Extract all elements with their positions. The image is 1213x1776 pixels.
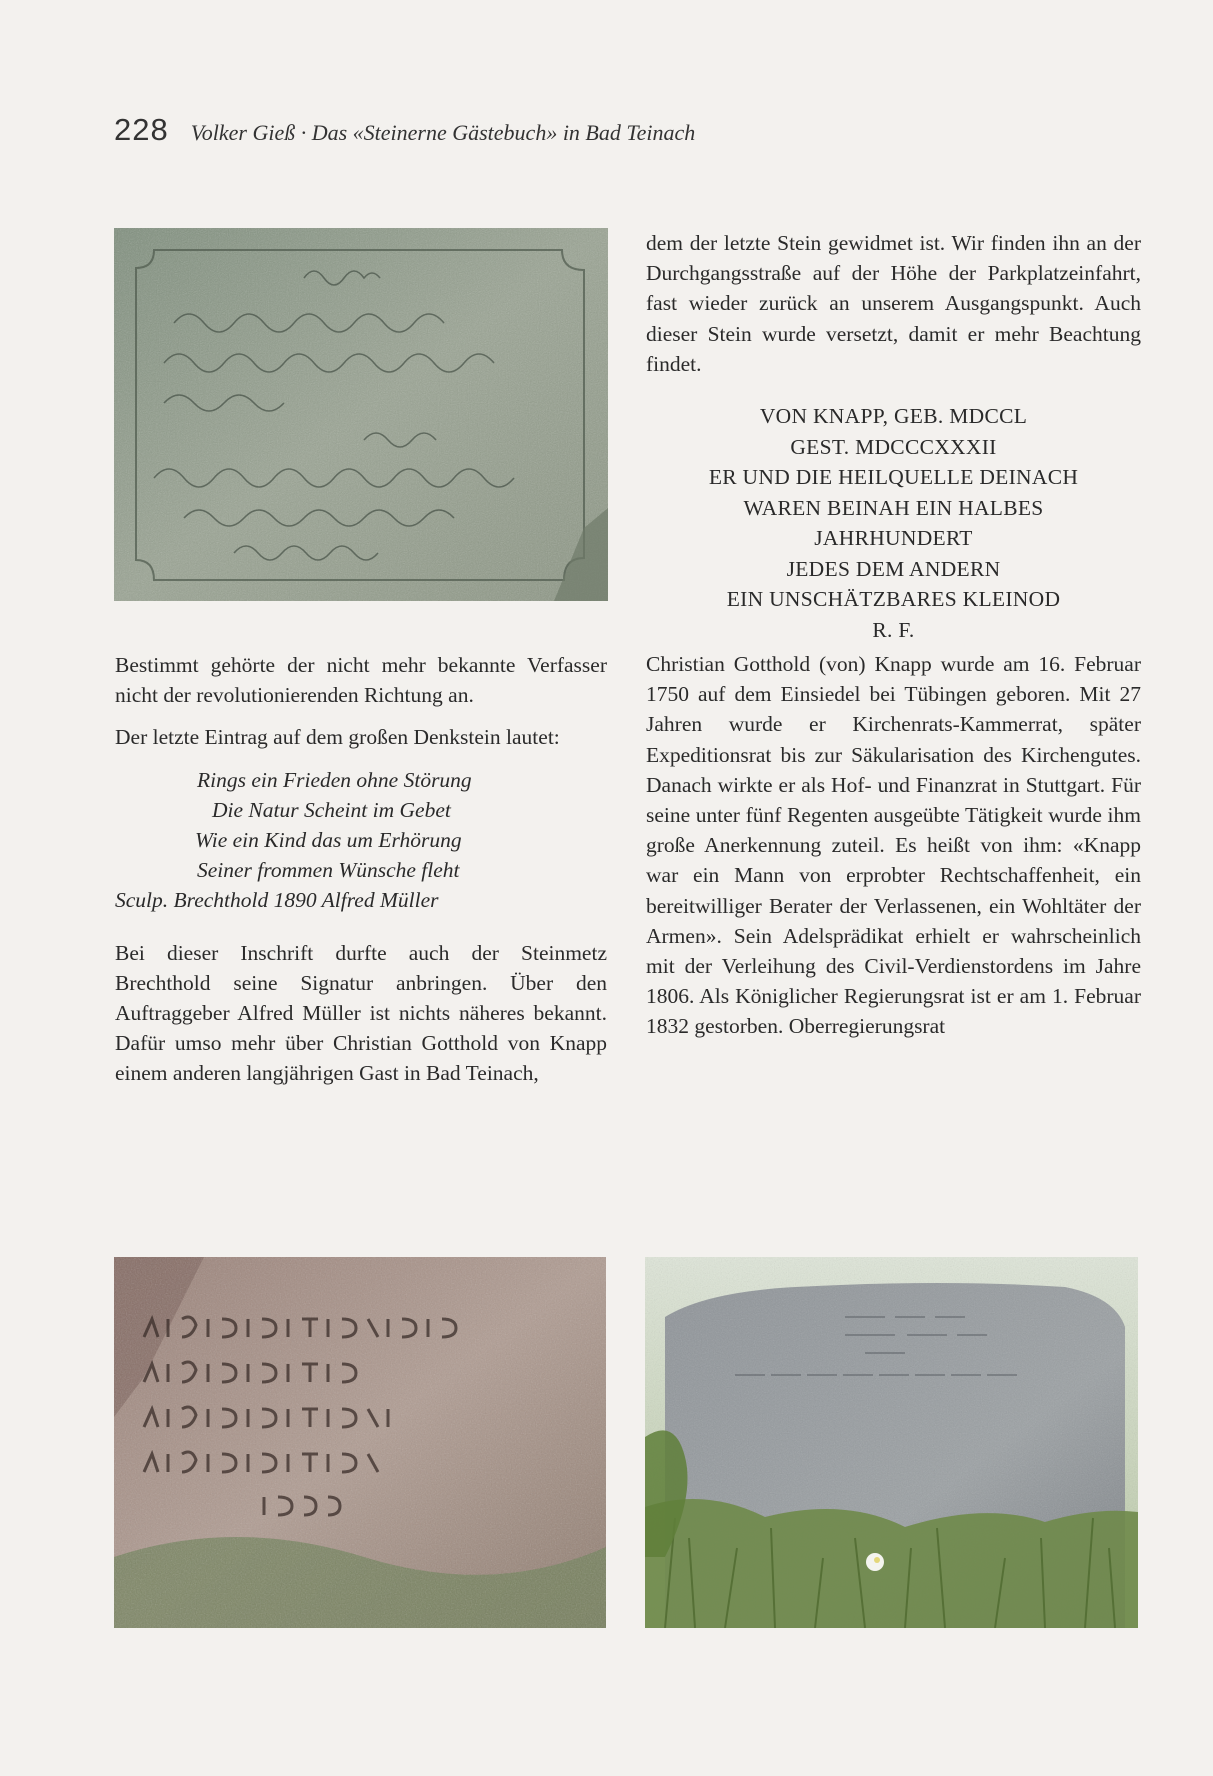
inscription-line: R. F. bbox=[872, 617, 915, 642]
inscription-line: ER UND DIE HEILQUELLE DEINACH bbox=[708, 465, 1079, 490]
inscription bbox=[646, 401, 1141, 645]
poem-line: Seiner frommen Wünsche fleht bbox=[197, 858, 460, 883]
poem bbox=[115, 765, 607, 916]
running-title: Volker Gieß · Das «Steinerne Gästebuch» in Bad Teinach bbox=[190, 120, 696, 145]
page-number: 228 bbox=[114, 112, 169, 147]
right-column bbox=[646, 228, 1141, 1054]
stone-photo-handwritten bbox=[114, 228, 608, 601]
stone-photo-knapp bbox=[645, 1257, 1138, 1628]
inscription-line: VON KNAPP, GEB. MDCCL bbox=[759, 404, 1028, 429]
stone-photo-fraktur bbox=[114, 1257, 606, 1628]
sculptor-credit: Sculp. Brechthold 1890 bbox=[115, 888, 317, 913]
paragraph: Bei dieser Inschrift durfte auch der Steinmetz Brechthold seine Signatur anbringen. Über den Auftraggeber Alfred Müller ist nichts näheres bekannt. Dafür umso mehr über Christian Gotthold von Knapp einem anderen langjährigen Gast in Bad Teinach, bbox=[115, 940, 607, 1086]
poem-line: Die Natur Scheint im Gebet bbox=[212, 797, 451, 822]
left-column bbox=[115, 650, 607, 1101]
poem-signature bbox=[115, 885, 607, 915]
paragraph: Der letzte Eintrag auf dem großen Denkstein lautet: bbox=[115, 725, 560, 750]
inscription-line: WAREN BEINAH EIN HALBES bbox=[743, 495, 1044, 520]
author-credit: Alfred Müller bbox=[321, 888, 439, 913]
inscription-line: JEDES DEM ANDERN bbox=[786, 556, 1001, 581]
paragraph: Christian Gotthold (von) Knapp wurde am 16. Februar 1750 auf dem Einsiedel bei Tübingen geboren. Mit 27 Jahren wurde er Kirchenrats-Kammerrat, später Expeditionsrat bis zur Säkularisation des Kirchengutes. Danach wirkte er als Hof- und Finanzrat in Stuttgart. Für seine unter fünf Regenten ausgeübte Tätigkeit wurde ihm große Anerkennung zuteil. Es heißt von ihm: «Knapp war ein Mann von erprobter Rechtschaffenheit, ein bereitwilliger Berater der Verlassenen, ein Wohltäter der Armen». Sein Adelsprädikat erhielt er wahrscheinlich mit der Verleihung des Civil-Verdienstordens im Jahre 1806. Als Königlicher Regierungsrat ist er am 1. Februar 1832 gestorben. Oberregierungsrat bbox=[646, 652, 1141, 1039]
inscription-line: GEST. MDCCCXXXII bbox=[790, 434, 997, 459]
inscription-line: JAHRHUNDERT bbox=[814, 526, 973, 551]
paragraph: Bestimmt gehörte der nicht mehr bekannte Verfasser nicht der revolutionierenden Richtung an. bbox=[115, 653, 607, 708]
poem-line: Rings ein Frieden ohne Störung bbox=[197, 767, 472, 792]
inscription-line: EIN UNSCHÄTZBARES KLEINOD bbox=[726, 587, 1061, 612]
poem-line: Wie ein Kind das um Erhörung bbox=[195, 828, 462, 853]
running-head bbox=[114, 112, 695, 148]
paragraph: dem der letzte Stein gewidmet ist. Wir finden ihn an der Durchgangsstraße auf der Höhe der Parkplatzeinfahrt, fast wieder zurück an unserem Ausgangspunkt. Auch dieser Stein wurde versetzt, damit er mehr Beachtung findet. bbox=[646, 231, 1141, 376]
